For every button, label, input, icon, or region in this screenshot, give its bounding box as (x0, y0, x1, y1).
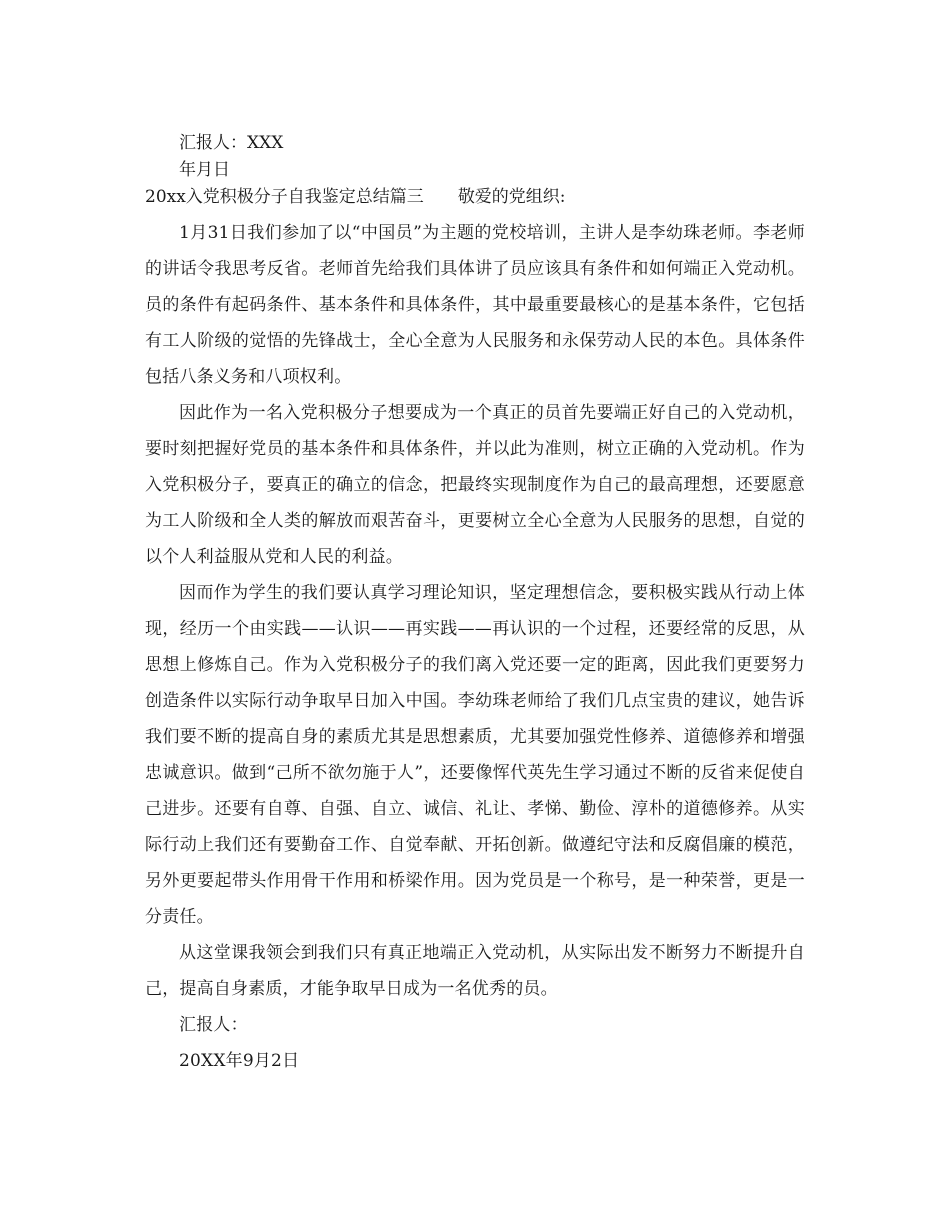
body-paragraph-4: 从这堂课我领会到我们只有真正地端正入党动机，从实际出发不断努力不断提升自己，提高自身素质，才能争取早日成为一名优秀的员。 (145, 943, 805, 999)
section-title: 20xx入党积极分子自我鉴定总结篇三 (145, 187, 424, 207)
body-paragraph-3: 因而作为学生的我们要认真学习理论知识，坚定理想信念，要积极实践从行动上体现，经历一个由实践——认识——再实践——再认识的一个过程，还要经常的反思，从思想上修炼自己。作为入党积极分子的我们离入党还要一定的距离，因此我们更要努力创造条件以实际行动争取早日加入中国。李幼珠老师给了我们几点宝贵的建议，她告诉我们要不断的提高自身的素质尤其是思想素质，尤其要加强党性修养、道德修养和增强忠诚意识。做到“己所不欲勿施于人”，还要像恽代英先生学习通过不断的反省来促使自己进步。还要有自尊、自强、自立、诚信、礼让、孝悌、勤俭、淳朴的道德修养。从实际行动上我们还有要勤奋工作、自觉奉献、开拓创新。做遵纪守法和反腐倡廉的模范，另外更要起带头作用骨干作用和桥梁作用。因为党员是一个称号，是一种荣誉，更是一分责任。 (145, 583, 805, 927)
section-heading (145, 184, 815, 211)
salutation: 敬爱的党组织: (457, 187, 566, 207)
date-line: 年月日 (179, 160, 230, 180)
closing-reporter: 汇报人： (179, 1015, 248, 1035)
body-paragraph-1: 1月31日我们参加了以“中国员”为主题的党校培训，主讲人是李幼珠老师。李老师的讲话令我思考反省。老师首先给我们具体讲了员应该具有条件和如何端正入党动机。员的条件有起码条件、基本条件和具体条件，其中最重要最核心的是基本条件，它包括有工人阶级的觉悟的先锋战士，全心全意为人民服务和永保劳动人民的本色。具体条件包括八条义务和八项权利。 (145, 223, 805, 387)
reporter-line: 汇报人：XXX (179, 133, 284, 153)
body-paragraph-2: 因此作为一名入党积极分子想要成为一个真正的员首先要端正好自己的入党动机，要时刻把握好党员的基本条件和具体条件，并以此为准则，树立正确的入党动机。作为入党积极分子，要真正的确立的信念，把最终实现制度作为自己的最高理想，还要愿意为工人阶级和全人类的解放而艰苦奋斗，更要树立全心全意为人民服务的思想，自觉的以个人利益服从党和人民的利益。 (145, 403, 805, 567)
document-page (145, 130, 815, 1079)
closing-date: 20XX年9月2日 (179, 1051, 300, 1071)
